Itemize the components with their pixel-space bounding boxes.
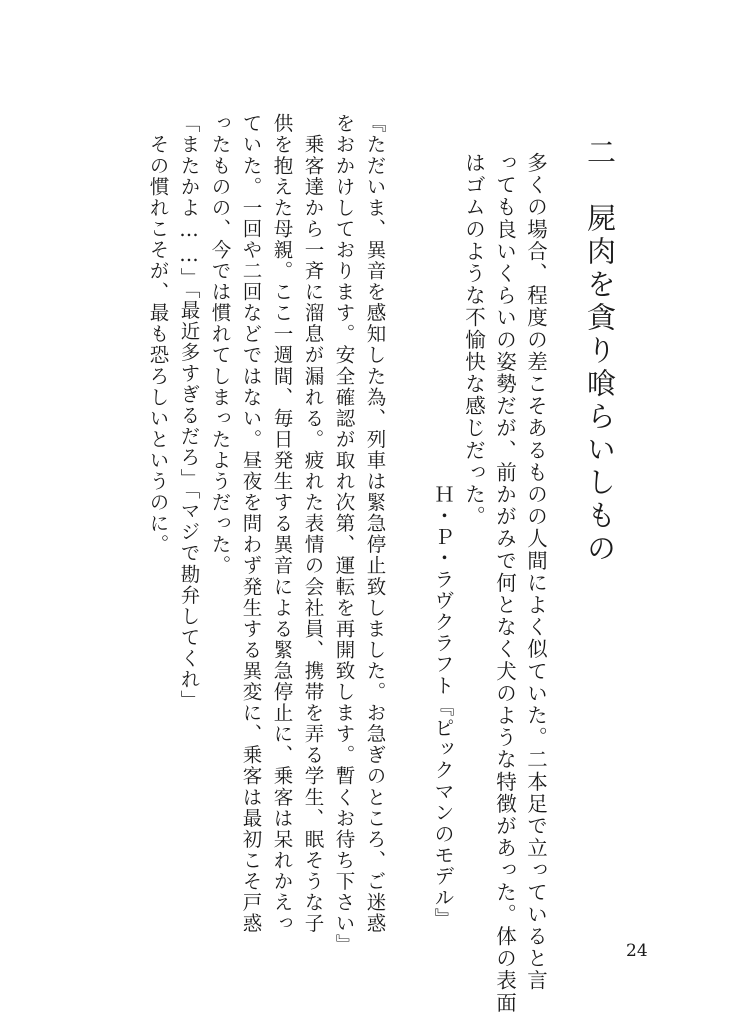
body-line-7: 「またかよ……」「最近多すぎるだろ」「マジで勘弁してくれ」 [177, 113, 201, 711]
body-line-4: 供を抱えた母親。ここ一週間、毎日発生する異音による緊急停止に、乗客は呆れかえっ [270, 113, 294, 934]
body-line-3: 乗客達から一斉に溜息が漏れる。疲れた表情の会社員、携帯を弄る学生、眠そうな子 [301, 113, 325, 934]
epigraph-line-1: 多くの場合、程度の差こそあるものの人間によく似ていた。二本足で立っていると言 [523, 152, 548, 992]
page-number: 24 [626, 941, 648, 961]
body-line-6: ったものの、今では慣れてしまったようだった。 [208, 113, 232, 577]
body-line-8: その慣れこそが、最も恐ろしいというのに。 [146, 113, 170, 556]
body-line-2: をおかけしております。安全確認が取れ次第、運転を再開致します。暫くお待ち下さい』 [332, 113, 356, 955]
epigraph-line-2: っても良いくらいの姿勢だが、前かがみで何となく犬のような特徴があった。体の表面 [492, 152, 517, 1014]
body-line-5: ていた。一回や二回などではない。昼夜を問わず発生する異変に、乗客は最初こそ戸惑 [239, 113, 263, 934]
epigraph-attribution: Ｈ・Ｐ・ラヴクラフト『ピックマンのモデル』 [431, 484, 455, 930]
body-line-1: 『ただいま、異音を感知した為、列車は緊急停止致しました。お急ぎのところ、ご迷惑 [363, 113, 387, 934]
epigraph-line-3: はゴムのような不愉快な感じだった。 [461, 152, 486, 528]
chapter-title: 二 屍肉を貪り喰らいしもの [583, 137, 617, 566]
